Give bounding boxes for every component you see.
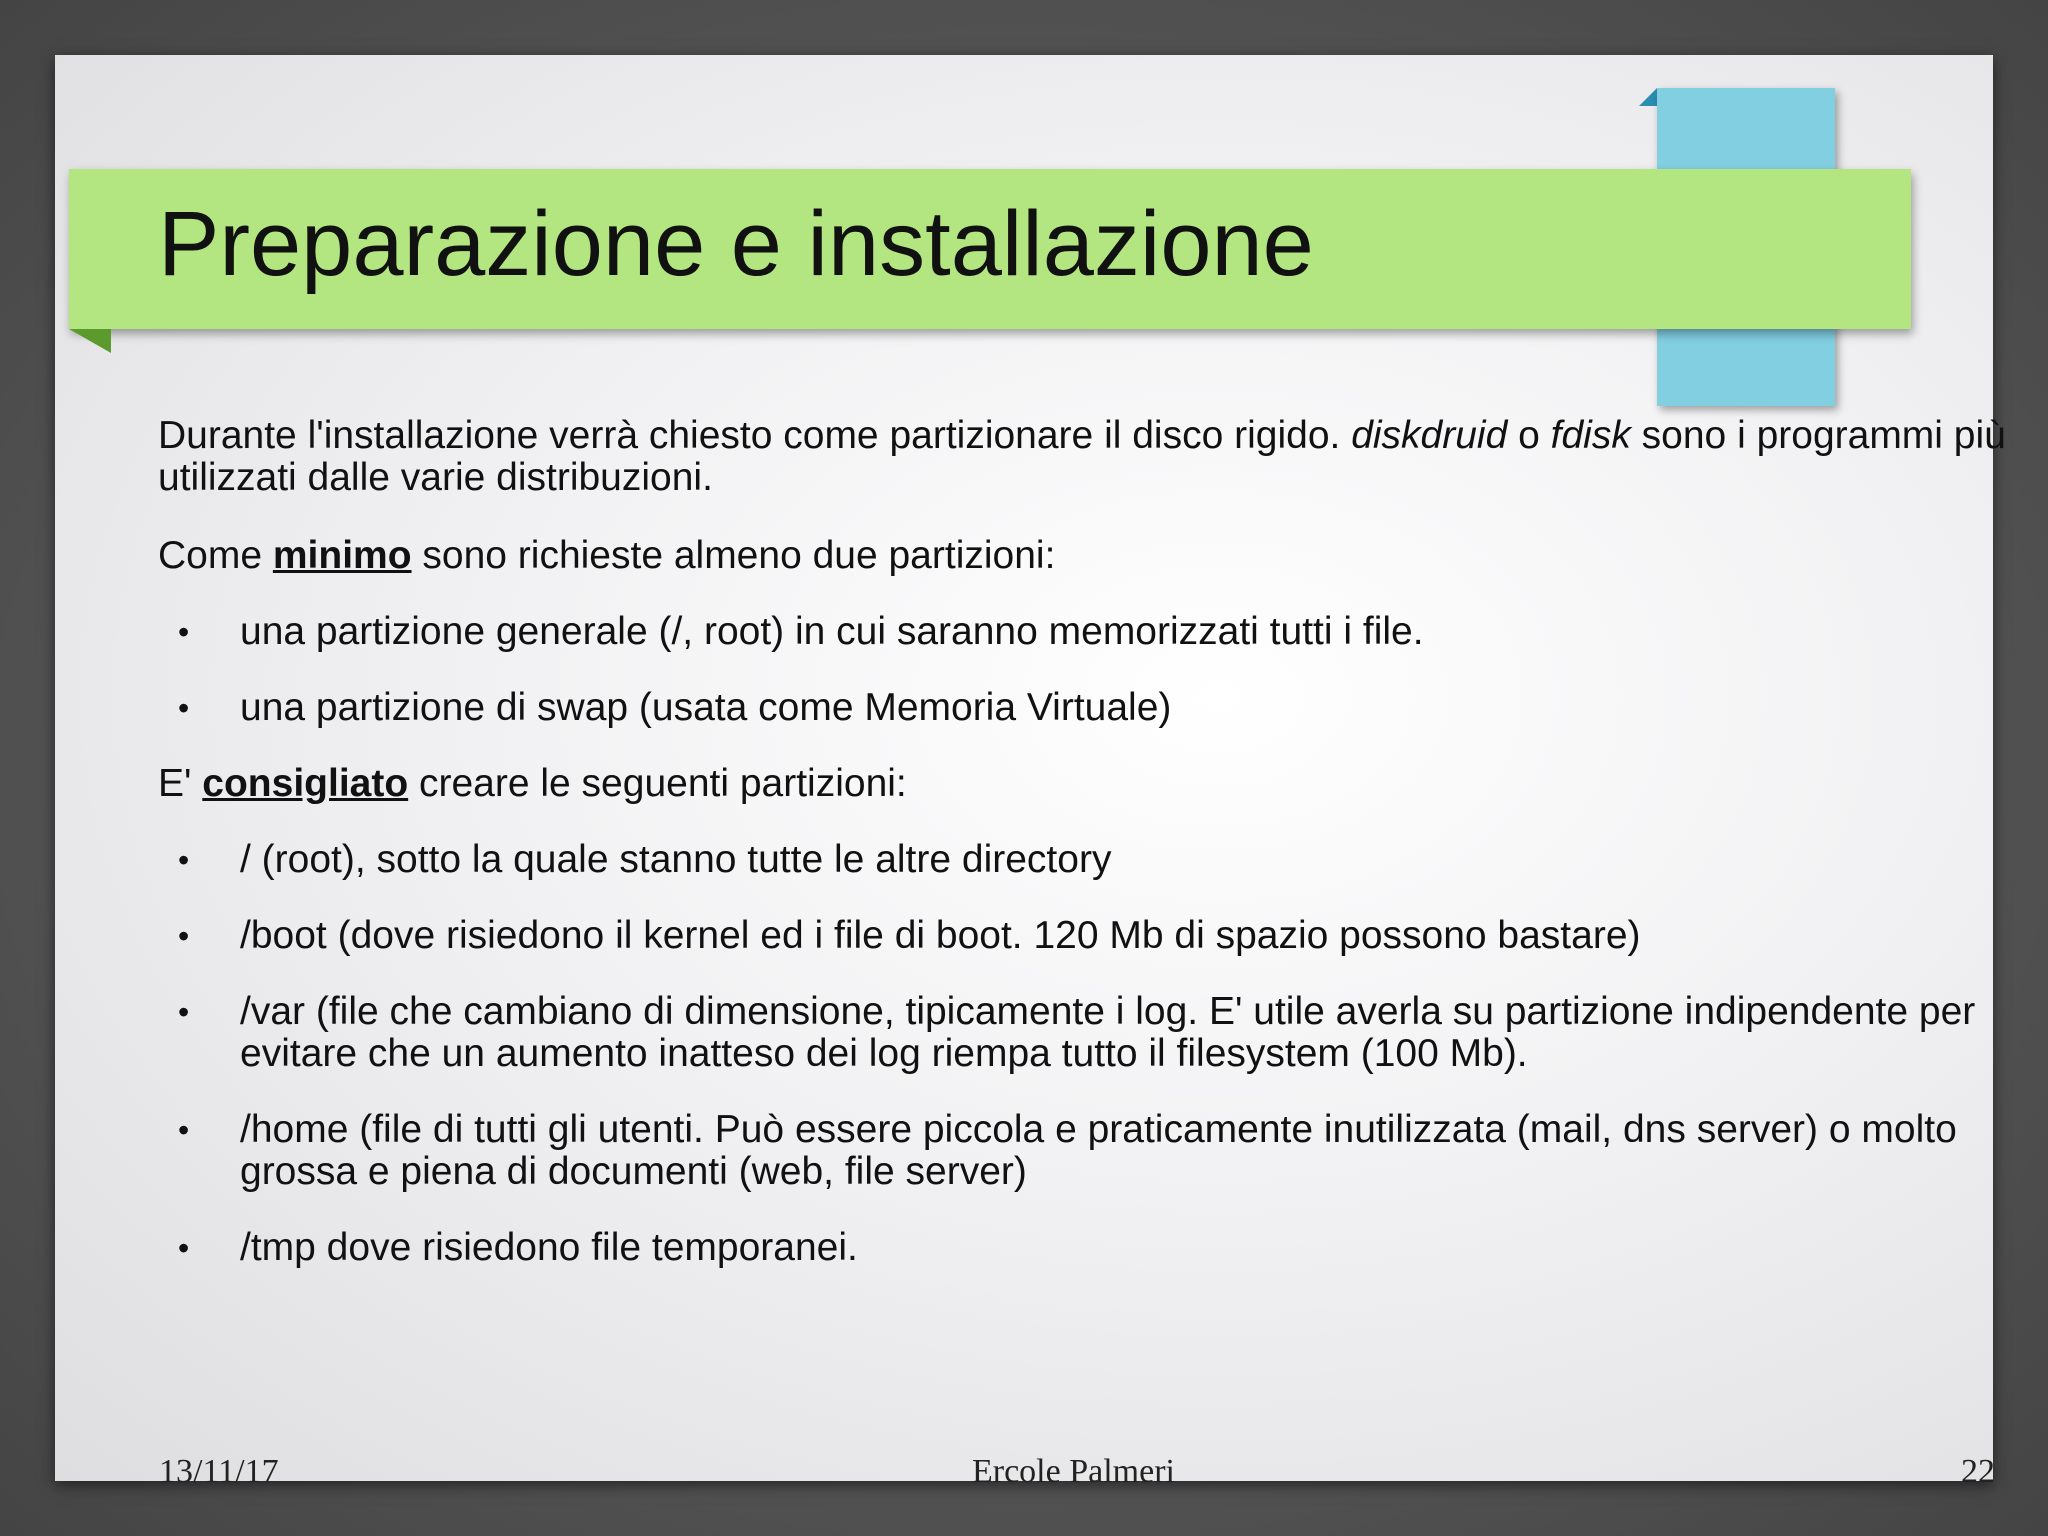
list-item-text: /home (file di tutti gli utenti. Può essere piccola e praticamente inutilizzata (mail, dns server) o molto grossa e piena di documenti (web, file server)	[240, 1108, 1957, 1193]
recommended-heading	[158, 763, 2018, 805]
slide-body	[158, 415, 2018, 1303]
bullet-icon: •	[178, 1230, 190, 1266]
tool-fdisk: fdisk	[1550, 414, 1631, 457]
minimum-list	[158, 611, 2018, 729]
bullet-icon: •	[178, 1112, 190, 1148]
bullet-icon: •	[178, 614, 190, 650]
tool-diskdruid: diskdruid	[1351, 414, 1508, 457]
slide-title: Preparazione e installazione	[158, 193, 1314, 295]
recommended-text-before: E'	[158, 762, 203, 805]
minimum-text-after: sono richieste almeno due partizioni:	[411, 534, 1056, 577]
list-item	[158, 991, 2018, 1075]
title-band-fold	[69, 329, 111, 353]
intro-text-1: Durante l'installazione verrà chiesto come partizionare il disco rigido.	[158, 414, 1352, 457]
recommended-emphasis: consigliato	[202, 762, 409, 805]
list-item-text: una partizione generale (/, root) in cui saranno memorizzati tutti i file.	[240, 610, 1424, 653]
footer-date: 13/11/17	[159, 1453, 279, 1490]
accent-tab-fold	[1639, 88, 1657, 106]
intro-text-3: sono i programmi più utilizzati dalle varie distribuzioni.	[158, 414, 2006, 499]
bullet-icon: •	[178, 842, 190, 878]
bullet-icon: •	[178, 690, 190, 726]
recommended-text-after: creare le seguenti partizioni:	[408, 762, 907, 805]
intro-text-2: o	[1507, 414, 1551, 457]
bullet-icon: •	[178, 918, 190, 954]
list-item	[158, 915, 2018, 957]
list-item-text: / (root), sotto la quale stanno tutte le altre directory	[240, 838, 1112, 881]
recommended-list	[158, 839, 2018, 1269]
list-item-text: una partizione di swap (usata come Memoria Virtuale)	[240, 686, 1172, 729]
list-item	[158, 611, 2018, 653]
bullet-icon: •	[178, 994, 190, 1030]
minimum-emphasis: minimo	[272, 534, 412, 577]
list-item-text: /var (file che cambiano di dimensione, tipicamente i log. E' utile averla su partizione indipendente per evitare che un aumento inatteso dei log riempa tutto il filesystem (100 Mb).	[240, 990, 1976, 1075]
intro-paragraph	[158, 415, 2018, 499]
list-item	[158, 839, 2018, 881]
list-item	[158, 1227, 2018, 1269]
minimum-text-before: Come	[158, 534, 273, 577]
footer-author: Ercole Palmeri	[972, 1453, 1175, 1490]
list-item	[158, 1109, 2018, 1193]
minimum-heading	[158, 535, 2018, 577]
slide	[55, 55, 2006, 1490]
list-item	[158, 687, 2018, 729]
footer-page-number: 22	[1961, 1453, 1995, 1490]
list-item-text: /tmp dove risiedono file temporanei.	[240, 1226, 858, 1269]
list-item-text: /boot (dove risiedono il kernel ed i file di boot. 120 Mb di spazio possono bastare)	[240, 914, 1641, 957]
